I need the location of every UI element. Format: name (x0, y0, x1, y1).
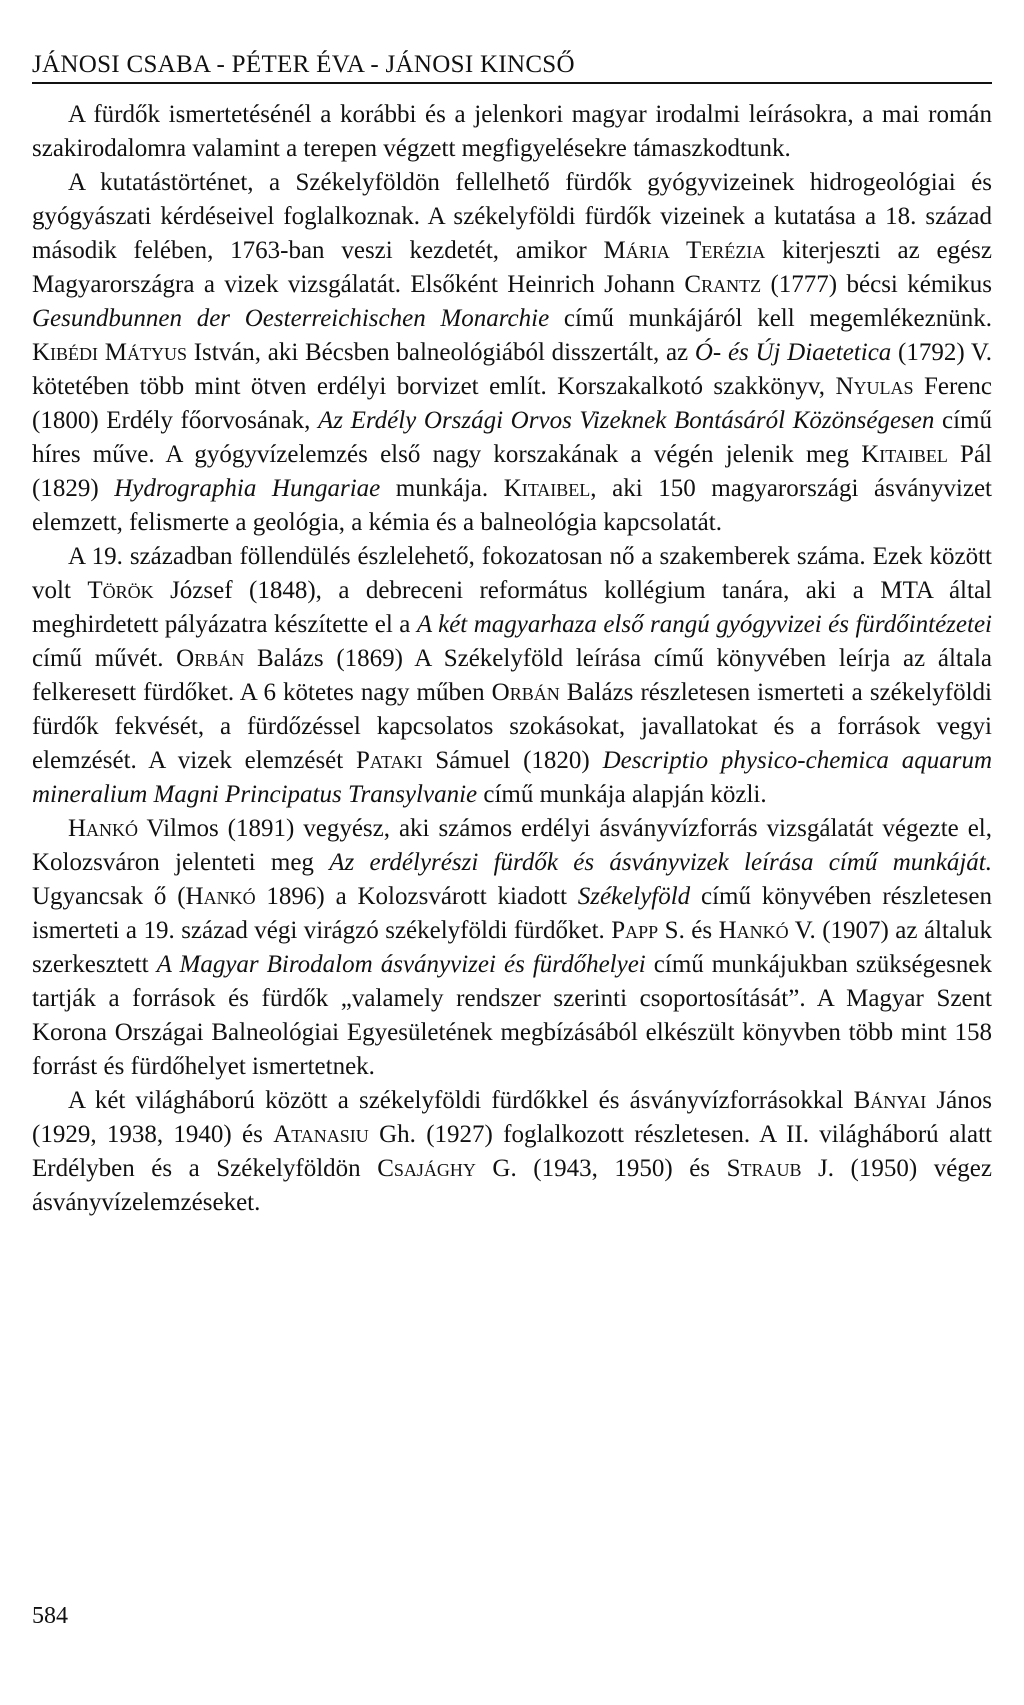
author-name-run: Bányai (853, 1087, 927, 1114)
paragraph (32, 98, 992, 166)
text-run: című művét. (32, 645, 177, 672)
italic-title-run: Hydrographia Hungariae (114, 475, 381, 502)
author-name-run: Kitaibel (861, 441, 948, 468)
text-run: Sámuel (1820) (422, 747, 603, 774)
paragraph (32, 1084, 992, 1220)
text-run: című munkájukban szükségesnek tartják a források és fürdők „valamely rendszer szerinti csoportosítását”. A Magyar Szent Korona Országai Balneológiai Egyesületének megbízásából elkészült könyvben több mint 158 forrást és fürdőhelyet ismertetnek. (32, 951, 992, 1080)
italic-title-run: Ó- és Új Diaetetica (694, 339, 892, 366)
italic-title-run: Gesundbunnen der Oesterreichischen Monarchie (32, 305, 550, 332)
text-run: J. (1950) végez ásványvízelemzéseket. (32, 1155, 992, 1216)
text-run: (1792) V. kötetében több mint ötven erdélyi borvizet említ. Korszakalkotó szakkönyv, (32, 339, 992, 400)
paragraph (32, 812, 992, 1084)
body-text (32, 98, 992, 1220)
italic-title-run: A két magyarhaza első rangú gyógyvizei és fürdőintézetei (416, 611, 992, 638)
author-name-run: Kitaibel (503, 475, 591, 502)
author-name-run: Nyulas (835, 373, 914, 400)
text-run: A fürdők ismertetésénél a korábbi és a jelenkori magyar irodalmi leírásokra, a mai román szakirodalomra valamint a terepen végzett megfigyelésekre támaszkodtunk. (32, 101, 992, 162)
text-run: című munkája alapján közli. (477, 781, 767, 808)
running-header: JÁNOSI CSABA - PÉTER ÉVA - JÁNOSI KINCSŐ (32, 51, 575, 78)
text-run: Balázs (1869) A Székelyföld leírása című könyvében leírja az általa felkeresett fürdőket. A 6 kötetes nagy műben (32, 645, 992, 706)
author-name-run: Orbán (176, 645, 245, 672)
italic-title-run: Székelyföld (577, 883, 691, 910)
text-run: G. (1943, 1950) és (475, 1155, 727, 1182)
italic-title-run: Descriptio physico-chemica aquarum mineralium Magni Principatus Transylvanie (32, 747, 993, 808)
text-run: című könyvében részletesen ismerteti a 19. század végi virágzó székelyföldi fürdőket. (32, 883, 992, 944)
italic-title-run: Az erdélyrészi fürdők és ásványvizek leírása című munkáját. (329, 849, 992, 876)
page-number: 584 (32, 1603, 68, 1629)
text-run: Vilmos (1891) vegyész, aki számos erdélyi ásványvízforrás vizsgálatát végezte el, Kolozsváron jelenteti meg (32, 815, 992, 876)
text-run: Gh. (1927) foglalkozott részletesen. A II. világháború alatt Erdélyben és a Székelyföldön (32, 1121, 992, 1182)
italic-title-run: A Magyar Birodalom ásványvizei és fürdőhelyei (156, 951, 646, 978)
author-name-run: Hankó (68, 815, 139, 842)
text-run: V. (1907) az általuk szerkesztett (32, 917, 992, 978)
text-run: munkája. (380, 475, 504, 502)
text-run: A 19. században föllendülés észlelehető, fokozatosan nő a szakemberek száma. Ezek között volt (32, 543, 992, 604)
text-run: (1777) bécsi kémikus (761, 271, 993, 298)
text-run: S. és (658, 917, 719, 944)
author-name-run: Hankó (185, 883, 256, 910)
author-name-run: Csajághy (377, 1155, 476, 1182)
italic-title-run: Az Erdély Országi Orvos Vizeknek Bontásáról Közönségesen (317, 407, 935, 434)
text-run: István, aki Bécsben balneológiából disszertált, az (186, 339, 695, 366)
text-run: József (1848), a debreceni református kollégium tanára, aki a MTA által meghirdetett pályázatra készítette el a (32, 577, 992, 638)
text-run: 1896) a Kolozsvárott kiadott (255, 883, 578, 910)
text-run: Ugyancsak ő ( (32, 883, 186, 910)
text-run: Ferenc (1800) Erdély főorvosának, (32, 373, 992, 434)
text-run: , aki 150 magyarországi ásványvizet elemzett, felismerte a geológia, a kémia és a balneológia kapcsolatát. (32, 475, 992, 536)
text-run: János (1929, 1938, 1940) és (32, 1087, 992, 1148)
author-name-run: Pataki (356, 747, 423, 774)
paragraph (32, 540, 992, 812)
text-run: című munkájáról kell megemlékeznünk. (549, 305, 992, 332)
author-name-run: Straub (726, 1155, 802, 1182)
text-run: A két világháború között a székelyföldi fürdőkkel és ásványvízforrásokkal (68, 1087, 854, 1114)
text-run: A kutatástörténet, a Székelyföldön fellelhető fürdők gyógyvizeinek hidrogeológiai és gyógyászati kérdéseivel foglalkoznak. A székelyföldi fürdők vizeinek a kutatása a 18. század második felében, 1763-ban veszi kezdetét, amikor (32, 169, 992, 264)
header-rule (32, 82, 992, 84)
author-name-run: Crantz (684, 271, 762, 298)
text-run: kiterjeszti az egész Magyarországra a vizek vizsgálatát. Elsőként Heinrich Johann (32, 237, 992, 298)
text-run: Pál (1829) (32, 441, 992, 502)
text-run: című híres műve. A gyógyvízelemzés első nagy korszakának a végén jelenik meg (32, 407, 992, 468)
author-name-run: Hankó (718, 917, 789, 944)
author-name-run: Atanasiu (273, 1121, 369, 1148)
author-name-run: Papp (611, 917, 659, 944)
author-name-run: Kibédi Mátyus (32, 339, 187, 366)
author-name-run: Török (87, 577, 154, 604)
paragraph (32, 166, 992, 540)
author-name-run: Orbán (491, 679, 560, 706)
author-name-run: Mária Terézia (603, 237, 766, 264)
text-run: Balázs részletesen ismerteti a székelyföldi fürdők fekvését, a fürdőzéssel kapcsolatos szokásokat, javallatokat és a források vegyi elemzését. A vizek elemzését (32, 679, 993, 774)
